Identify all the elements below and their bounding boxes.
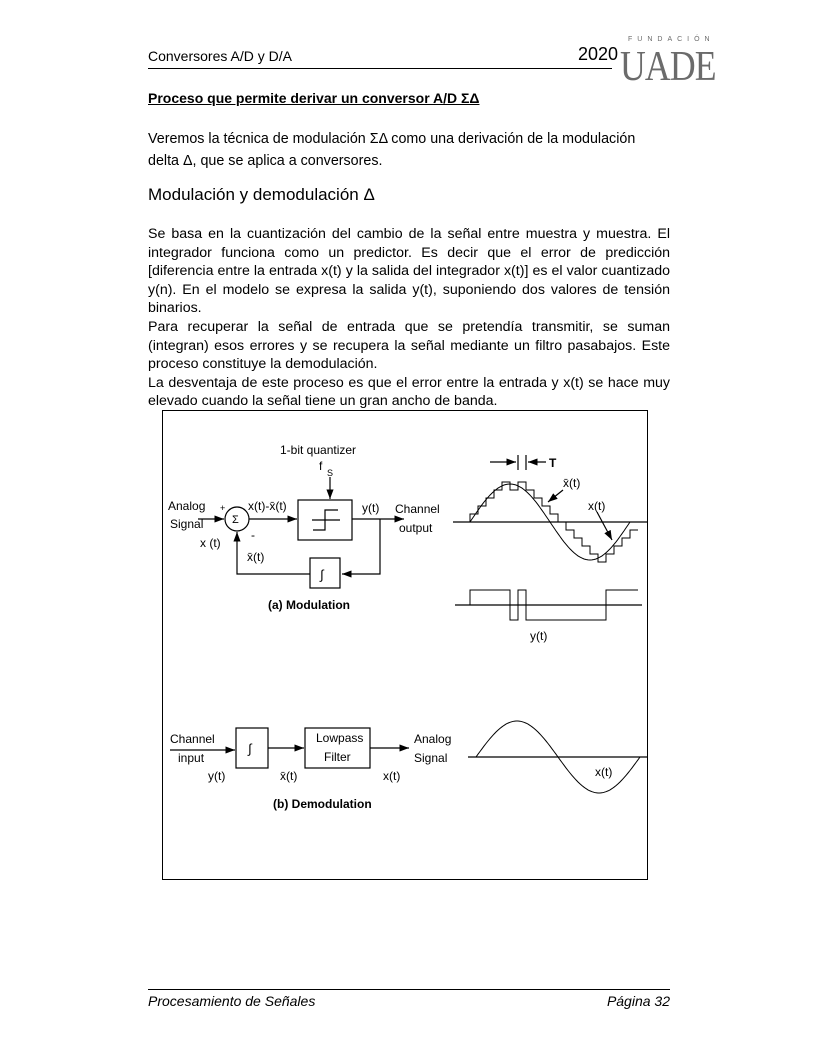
label-demod-signal: Signal bbox=[413, 750, 447, 765]
label-demod-xt: x(t) bbox=[382, 768, 400, 783]
demod-integrator-box bbox=[236, 728, 268, 768]
delta-modulation-figure bbox=[162, 410, 648, 880]
header-title: Conversores A/D y D/A bbox=[148, 48, 292, 64]
header-divider bbox=[148, 68, 612, 69]
body-text bbox=[148, 225, 670, 411]
label-analog: Analog bbox=[167, 498, 205, 513]
label-demod-analog: Analog bbox=[413, 731, 451, 746]
label-wave-x: x(t) bbox=[587, 498, 605, 513]
label-xt-in: x (t) bbox=[199, 535, 221, 550]
paragraph: La desventaja de este proceso es que el error entre la entrada y x(t) se hace muy elevado cuando la señal tiene un gran ancho de banda. bbox=[148, 374, 670, 410]
label-fs-sub: S bbox=[326, 467, 333, 478]
footer-page: Página 32 bbox=[606, 993, 670, 1009]
label-demod-yt: y(t) bbox=[207, 768, 225, 783]
label-period-T: T bbox=[548, 455, 556, 470]
label-yt: y(t) bbox=[361, 500, 379, 515]
diagram-svg bbox=[162, 410, 648, 880]
label-plus: + bbox=[219, 502, 225, 513]
caption-demodulation: (b) Demodulation bbox=[272, 796, 372, 811]
integrator-box bbox=[310, 558, 340, 588]
label-input: input bbox=[177, 750, 204, 765]
feedback-arrow bbox=[342, 519, 380, 574]
label-signal: Signal bbox=[169, 516, 203, 531]
footer-course: Procesamiento de Señales bbox=[148, 993, 316, 1009]
logo-uade: UADE bbox=[620, 44, 716, 90]
label-quantizer: 1-bit quantizer bbox=[279, 442, 356, 457]
paragraph: Para recuperar la señal de entrada que se pretendía transmitir, se suman (integran) esos errores y se recupera la señal mediante un filtro pasabajos. Este proceso constituye la demodulación. bbox=[148, 318, 670, 373]
uade-logo bbox=[620, 36, 716, 90]
label-channel: Channel bbox=[394, 501, 440, 516]
intro-paragraph: Veremos la técnica de modulación ΣΔ como una derivación de la modulación delta Δ, que se aplica a conversores. bbox=[148, 131, 636, 169]
footer-divider bbox=[148, 989, 670, 990]
label-channel-in: Channel bbox=[169, 731, 215, 746]
label-demod-xbar: x̄(t) bbox=[279, 768, 297, 783]
logo-fundacion: FUNDACIÓN bbox=[628, 36, 715, 43]
label-minus: - bbox=[250, 527, 255, 542]
caption-modulation: (a) Modulation bbox=[267, 597, 350, 612]
sigma-symbol: Σ bbox=[231, 513, 239, 526]
label-output: output bbox=[398, 520, 432, 535]
label-diff: x(t)-x̄(t) bbox=[247, 498, 287, 513]
label-wave-y: y(t) bbox=[529, 628, 547, 643]
label-lowpass: Lowpass bbox=[315, 730, 363, 745]
label-demod-wave-x: x(t) bbox=[594, 764, 612, 779]
section-heading: Proceso que permite derivar un conversor A/D ΣΔ bbox=[148, 90, 480, 106]
label-xbar: x̄(t) bbox=[246, 549, 264, 564]
paragraph: Se basa en la cuantización del cambio de la señal entre muestra y muestra. El integrador funciona como un predictor. Es decir que el error de predicción [diferencia entre la entrada x(t) y la salida del integrador x(t)] es el valor cuantizado y(n). En el modelo se expresa la salida y(t), suponiendo dos valores de tensión binarios. bbox=[148, 226, 670, 317]
label-filter: Filter bbox=[323, 749, 351, 764]
label-fs: f bbox=[318, 458, 322, 473]
subheading: Modulación y demodulación Δ bbox=[148, 185, 375, 204]
demod-integral-symbol: ∫ bbox=[247, 740, 252, 756]
integral-symbol: ∫ bbox=[319, 566, 324, 582]
header-year: 2020 bbox=[578, 44, 619, 64]
label-wave-xbar: x̄(t) bbox=[562, 475, 580, 490]
quantizer-symbol bbox=[312, 510, 340, 530]
